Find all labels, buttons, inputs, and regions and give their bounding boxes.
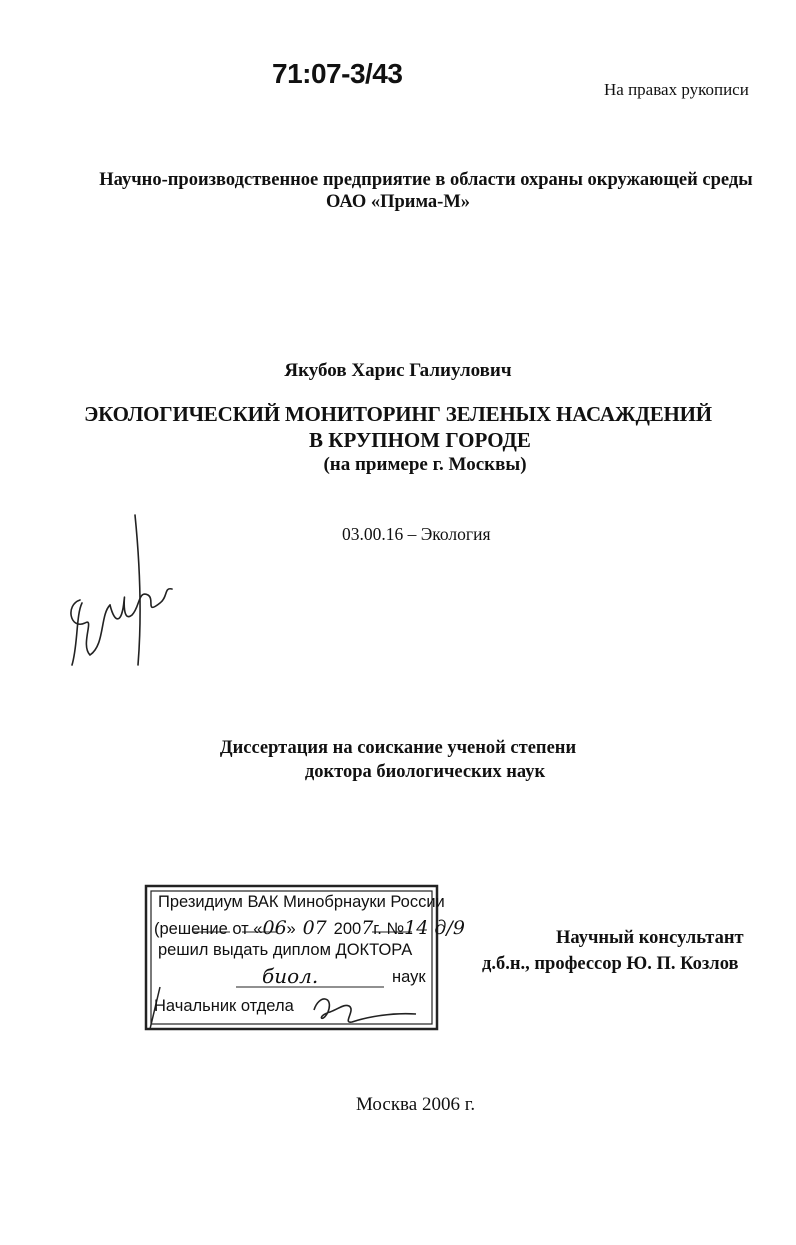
- signature-stroke: [72, 603, 82, 665]
- specialty-code: 03.00.16 – Экология: [342, 524, 491, 544]
- thesis-title-line-2: В КРУПНОМ ГОРОДЕ: [309, 428, 531, 452]
- organization-name: Научно-производственное предприятие в области охраны окружающей среды: [99, 170, 753, 190]
- thesis-title-subtitle: (на примере г. Москвы): [323, 454, 527, 475]
- stamp-line-2: [154, 917, 465, 939]
- thesis-title-line-1: ЭКОЛОГИЧЕСКИЙ МОНИТОРИНГ ЗЕЛЕНЫХ НАСАЖДЕНИЙ: [84, 402, 712, 426]
- vak-approval-stamp: [144, 884, 465, 1034]
- stamp-decision-year-prefix: 200: [333, 920, 362, 938]
- stamp-signature: [314, 999, 416, 1022]
- stamp-decision-number-label: г. №: [373, 920, 405, 938]
- dissertation-degree: доктора биологических наук: [304, 762, 546, 782]
- author-name: Якубов Харис Галиулович: [284, 360, 512, 381]
- stamp-line-5: Начальник отдела: [154, 997, 294, 1015]
- document-registration-code: 71:07-3/43: [272, 58, 403, 89]
- author-signature: [60, 505, 180, 680]
- stamp-line-4-suffix: наук: [392, 968, 426, 986]
- signature-stroke: [135, 515, 140, 665]
- stamp-line-3: решил выдать диплом ДОКТОРА: [158, 941, 413, 959]
- stamp-decision-number: 14 д/9: [404, 917, 465, 939]
- stamp-field-handwritten: биол.: [262, 964, 319, 988]
- consultant-label: Научный консультант: [556, 928, 744, 948]
- dissertation-statement: Диссертация на соискание ученой степени: [219, 738, 577, 758]
- city-year: Москва 2006 г.: [356, 1094, 476, 1115]
- signature-stroke: [110, 589, 172, 619]
- stamp-decision-year-digit: 7: [361, 917, 374, 939]
- consultant-name: д.б.н., профессор Ю. П. Козлов: [482, 954, 739, 974]
- stamp-decision-day: 06: [262, 917, 287, 939]
- stamp-decision-month: 07: [302, 917, 327, 939]
- stamp-line-1: Президиум ВАК Минобрнауки России: [158, 893, 445, 911]
- stamp-decision-separator: »: [286, 920, 296, 938]
- rights-note: На правах рукописи: [604, 80, 749, 99]
- organization-company: ОАО «Прима-М»: [325, 192, 471, 212]
- stamp-decision-prefix: (решение от «: [154, 920, 263, 938]
